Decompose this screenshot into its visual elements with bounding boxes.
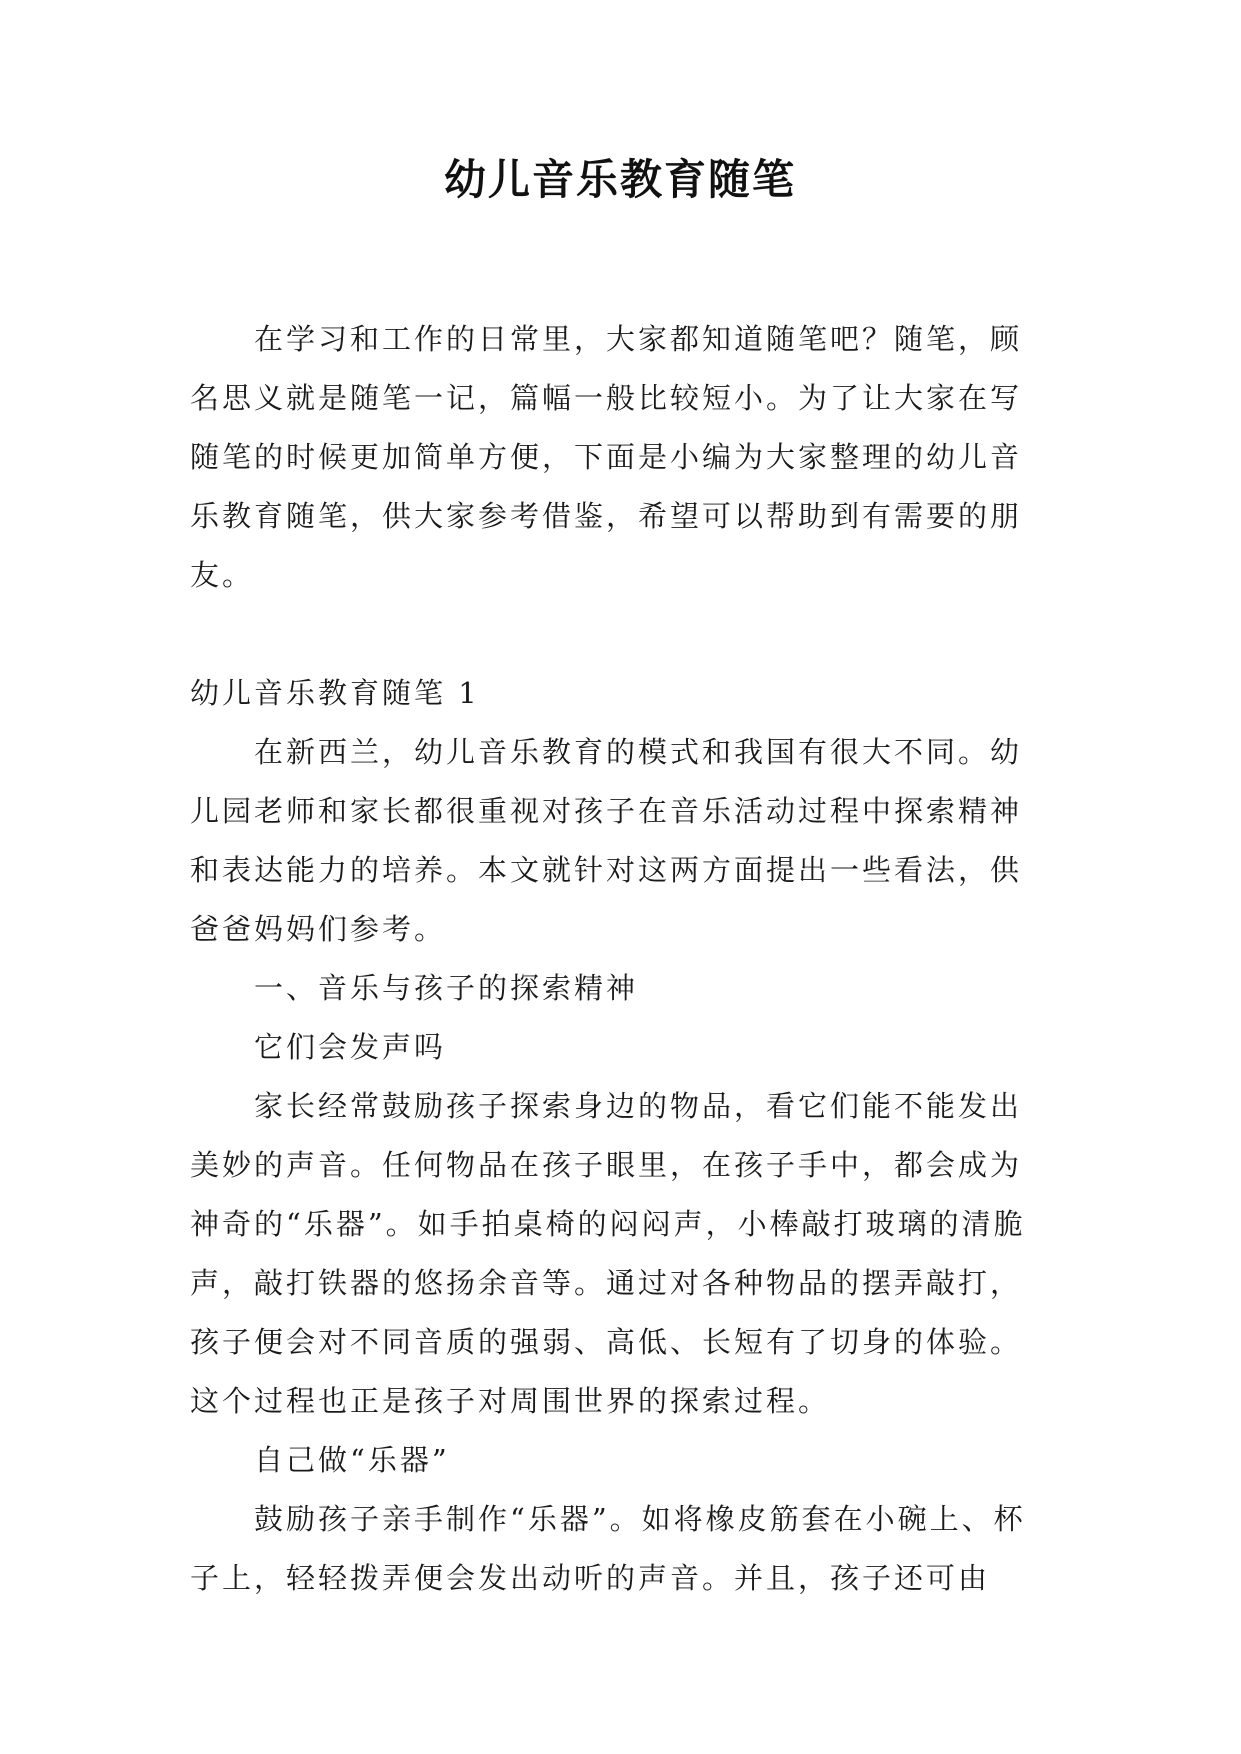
section-paragraph-3: 鼓励孩子亲手制作“乐器”。如将橡皮筋套在小碗上、杯子上，轻轻拨弄便会发出动听的声音。并且，孩子还可由 (190, 1502, 1026, 1595)
intro-paragraph: 在学习和工作的日常里，大家都知道随笔吧？随笔，顾名思义就是随笔一记，篇幅一般比较短小。为了让大家在写随笔的时候更加简单方便，下面是小编为大家整理的幼儿音乐教育随笔，供大家参考借鉴，希望可以帮助到有需要的朋友。 (190, 322, 1023, 592)
subheading-exploration: 一、音乐与孩子的探索精神 (254, 971, 639, 1005)
section-heading: 幼儿音乐教育随笔 1 (190, 676, 480, 710)
subheading-make-instrument: 自己做“乐器” (254, 1443, 450, 1477)
document-content (190, 150, 1050, 1608)
document-body (190, 310, 1050, 1608)
subheading-sound: 它们会发声吗 (254, 1030, 447, 1064)
section-paragraph-2: 家长经常鼓励孩子探索身边的物品，看它们能不能发出美妙的声音。任何物品在孩子眼里，在孩子手中，都会成为神奇的“乐器”。如手拍桌椅的闷闷声，小棒敲打玻璃的清脆声，敲打铁器的悠扬余音等。通过对各种物品的摆弄敲打，孩子便会对不同音质的强弱、高低、长短有了切身的体验。这个过程也正是孩子对周围世界的探索过程。 (190, 1089, 1026, 1418)
document-title: 幼儿音乐教育随笔 (443, 155, 796, 204)
section-paragraph-1: 在新西兰，幼儿音乐教育的模式和我国有很大不同。幼儿园老师和家长都很重视对孩子在音乐活动过程中探索精神和表达能力的培养。本文就针对这两方面提出一些看法，供爸爸妈妈们参考。 (190, 735, 1023, 946)
paragraph-spacer (190, 605, 1050, 664)
